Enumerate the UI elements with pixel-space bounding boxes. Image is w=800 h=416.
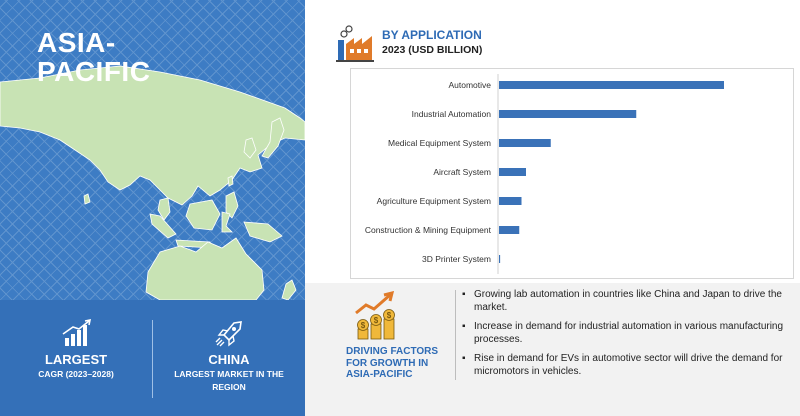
drivers-title-line1: DRIVING FACTORS	[346, 346, 439, 357]
stat-right-caption-line1: LARGEST MARKET IN THE	[174, 369, 284, 379]
svg-text:$: $	[386, 311, 392, 320]
bar	[499, 226, 519, 234]
drivers-list	[462, 289, 792, 385]
money-growth-icon	[352, 291, 402, 341]
category-label: Industrial Automation	[411, 109, 491, 119]
region-panel	[0, 0, 305, 416]
bar	[499, 139, 551, 147]
drivers-title-line3: ASIA-PACIFIC	[346, 369, 413, 380]
driver-item: ▪ Increase in demand for industrial automation in various manufacturing processes.	[462, 321, 792, 346]
chart-title: BY APPLICATION	[382, 28, 482, 42]
chart-frame	[351, 69, 794, 279]
map-australia	[146, 238, 264, 300]
growth-chart-icon	[59, 318, 93, 350]
stat-left-caption: CAGR (2023–2028)	[38, 369, 114, 379]
stat-left-heading: LARGEST	[44, 352, 108, 367]
region-title-line1: ASIA-	[37, 27, 116, 58]
bar	[499, 168, 526, 176]
map-new-zealand	[282, 280, 296, 300]
category-label: Medical Equipment System	[388, 138, 491, 148]
bar	[499, 81, 724, 89]
svg-text:$: $	[360, 321, 366, 330]
bar-chart	[350, 68, 795, 280]
driver-item: ▪ Growing lab automation in countries like China and Japan to drive the market.	[462, 289, 792, 314]
drivers-title-line2: FOR GROWTH IN	[346, 357, 429, 369]
bar	[499, 110, 636, 118]
map-borneo	[186, 200, 220, 230]
category-label: Automotive	[448, 80, 491, 90]
region-title-line2: PACIFIC	[37, 56, 151, 87]
factory-icon	[334, 22, 376, 64]
bar	[499, 197, 522, 205]
drivers-title	[346, 346, 446, 381]
stat-china	[153, 318, 305, 393]
svg-text:$: $	[373, 316, 379, 325]
category-label: Aircraft System	[433, 167, 491, 177]
drivers-divider	[455, 290, 456, 380]
driver-item: ▪ Rise in demand for EVs in automotive sector will drive the demand for micromotors in vehicles.	[462, 353, 792, 378]
chart-subtitle: 2023 (USD BILLION)	[382, 44, 483, 56]
region-title	[37, 28, 150, 86]
stat-largest-cagr	[0, 318, 152, 380]
map-taiwan	[228, 176, 233, 186]
bar	[499, 255, 500, 263]
map-new-guinea	[244, 222, 282, 242]
stat-right-caption-line2: REGION	[212, 382, 246, 392]
map-sri-lanka	[84, 194, 90, 204]
stat-right-heading: CHINA	[208, 352, 250, 367]
category-label: 3D Printer System	[422, 254, 491, 264]
category-label: Agriculture Equipment System	[376, 196, 491, 206]
rocket-icon	[212, 318, 246, 350]
category-label: Construction & Mining Equipment	[364, 225, 491, 235]
